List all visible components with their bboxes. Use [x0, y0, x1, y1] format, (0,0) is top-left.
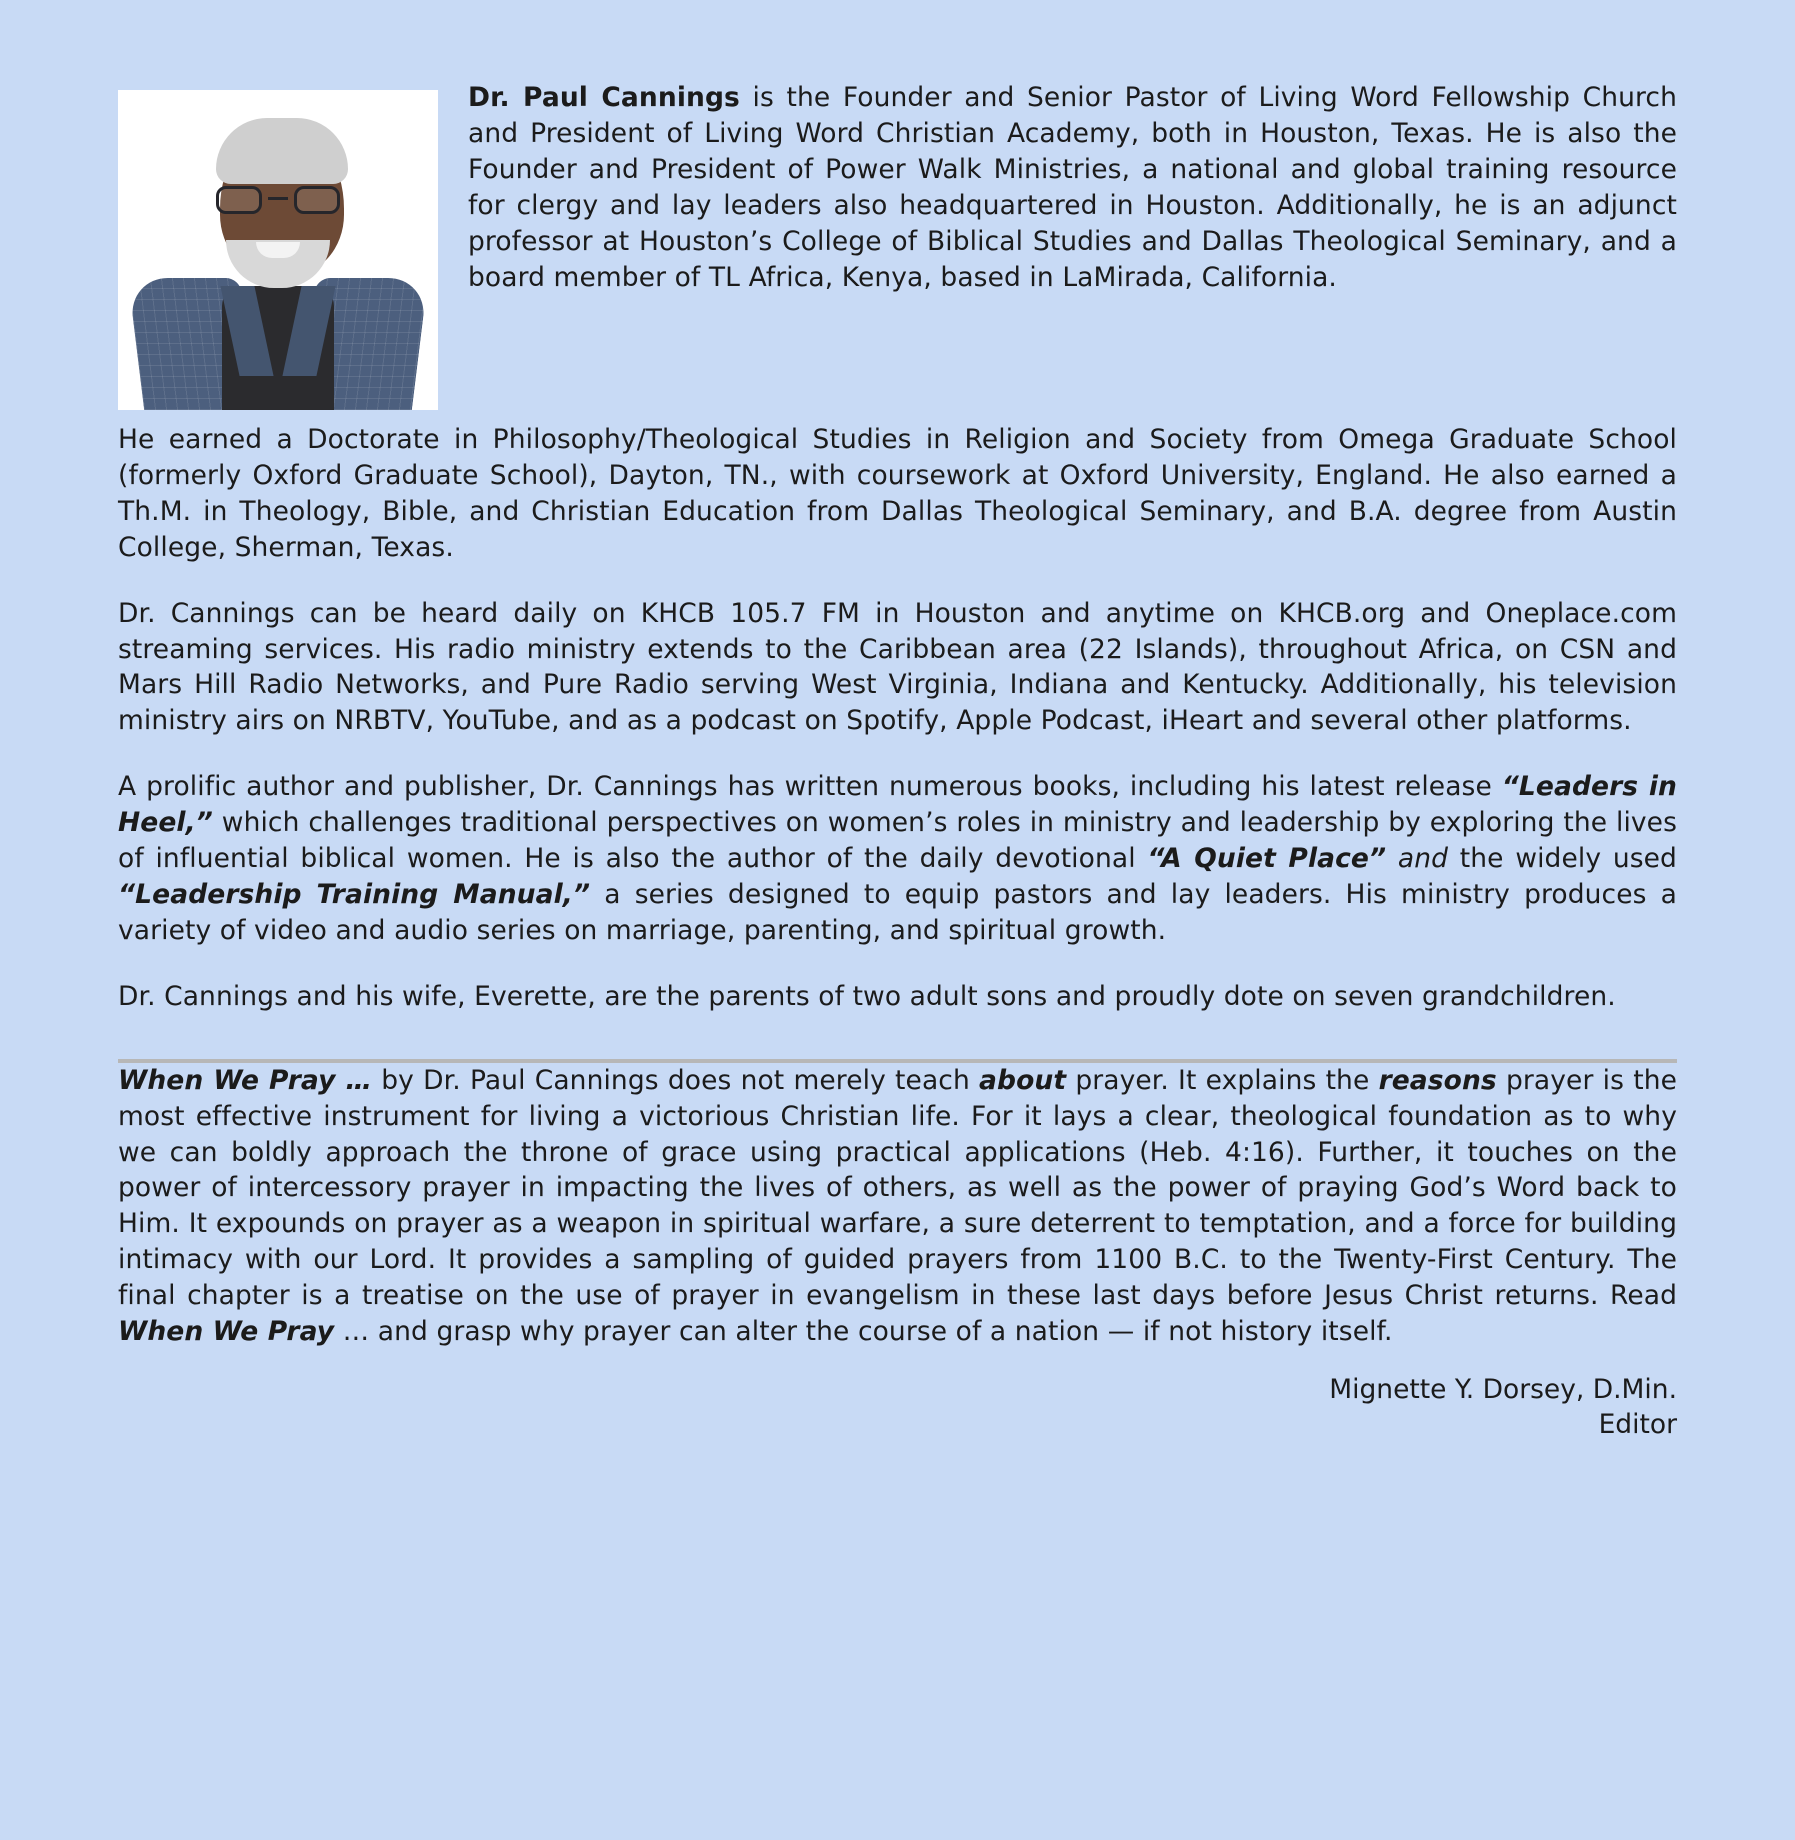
- bio-p4-part1: A prolific author and publisher, Dr. Cannings has written numerous books, including his latest release: [118, 771, 1502, 803]
- bio-paragraph-4: [118, 769, 1677, 949]
- bio-p4-part2: which challenges traditional perspectives on women’s roles in ministry and leadership by exploring the lives of influential biblical women. He is also the author of the daily devotional: [118, 807, 1677, 875]
- book-title-leadership-training-manual: “Leadership Training Manual,”: [118, 878, 591, 910]
- review-part1: by Dr. Paul Cannings does not merely teach: [372, 1064, 980, 1096]
- bio-paragraph-2: He earned a Doctorate in Philosophy/Theological Studies in Religion and Society from Omega Graduate School (formerly Oxford Graduate School), Dayton, TN., with coursework at Oxford University, England. He also earned a Th.M. in Theology, Bible, and Christian Education from Dallas Theological Seminary, and B.A. degree from Austin College, Sherman, Texas.: [118, 424, 1677, 563]
- bio-p4-part4: the widely used: [1448, 843, 1677, 875]
- signature-role: Editor: [1598, 1409, 1677, 1441]
- review-part2: prayer. It explains the: [1066, 1064, 1379, 1096]
- review-part4: … and grasp why prayer can alter the course of a nation — if not history itself.: [334, 1316, 1393, 1348]
- review-book-title: When We Pray …: [118, 1064, 373, 1096]
- review-part3: prayer is the most effective instrument for living a victorious Christian life. For it lays a clear, theological foundation as to why we can boldly approach the throne of grace using practical applications (Heb. 4:16). Further, it touches on the power of intercessory prayer in impacting the lives of others, as well as the power of praying God’s Word back to Him. It expounds on prayer as a weapon in spiritual warfare, a sure deterrent to temptation, and a force for building intimacy with our Lord. It provides a sampling of guided prayers from 1100 B.C. to the Twenty-First Century. The final chapter is a treatise on the use of prayer in evangelism in these last days before Jesus Christ returns. Read: [118, 1064, 1677, 1312]
- bio-paragraph-5: Dr. Cannings and his wife, Everette, are the parents of two adult sons and proudly dote on seven grandchildren.: [118, 980, 1616, 1012]
- book-title-a-quiet-place: “A Quiet Place”: [1147, 843, 1387, 875]
- portrait-glasses-lens-left: [216, 186, 262, 214]
- review-book-title-2: When We Pray: [118, 1316, 335, 1348]
- author-name: Dr. Paul Cannings: [468, 82, 740, 113]
- review-emphasis-reasons: reasons: [1378, 1064, 1497, 1096]
- review-emphasis-about: about: [979, 1064, 1067, 1096]
- bio-p4-and: and: [1386, 843, 1449, 875]
- signature-block: [118, 1372, 1677, 1442]
- portrait-glasses-lens-right: [294, 186, 340, 214]
- bio-paragraph-3: Dr. Cannings can be heard daily on KHCB 105.7 FM in Houston and anytime on KHCB.org and Oneplace.com streaming services. His radio ministry extends to the Caribbean area (22 Islands), throughout Africa, on CSN and Mars Hill Radio Networks, and Pure Radio serving West Virginia, Indiana and Kentucky. Additionally, his television ministry airs on NRBTV, YouTube, and as a podcast on Spotify, Apple Podcast, iHeart and several other platforms.: [118, 597, 1677, 737]
- signature-name: Mignette Y. Dorsey, D.Min.: [1329, 1373, 1677, 1405]
- author-portrait-image: [118, 90, 438, 410]
- portrait-glasses-bridge: [268, 197, 288, 200]
- review-paragraph: [118, 1063, 1677, 1350]
- portrait-hair: [216, 118, 348, 184]
- bio-p4-part5: a series designed to equip pastors and lay leaders. His ministry produces a variety of video and audio series on marriage, parenting, and spiritual growth.: [118, 878, 1677, 946]
- bio-intro-block: [118, 80, 1677, 416]
- portrait-glasses: [214, 186, 342, 216]
- book-title-leaders-in-heel: “Leaders in Heel,”: [118, 771, 1677, 839]
- bio-paragraph-1-text: is the Founder and Senior Pastor of Living Word Fellowship Church and President of Living Word Christian Academy, both in Houston, Texas. He is also the Founder and President of Power Walk Ministries, a national and global training resource for clergy and lay leaders also headquartered in Houston. Additionally, he is an adjunct professor at Houston’s College of Biblical Studies and Dallas Theological Seminary, and a board member of TL Africa, Kenya, based in LaMirada, California.: [468, 82, 1677, 293]
